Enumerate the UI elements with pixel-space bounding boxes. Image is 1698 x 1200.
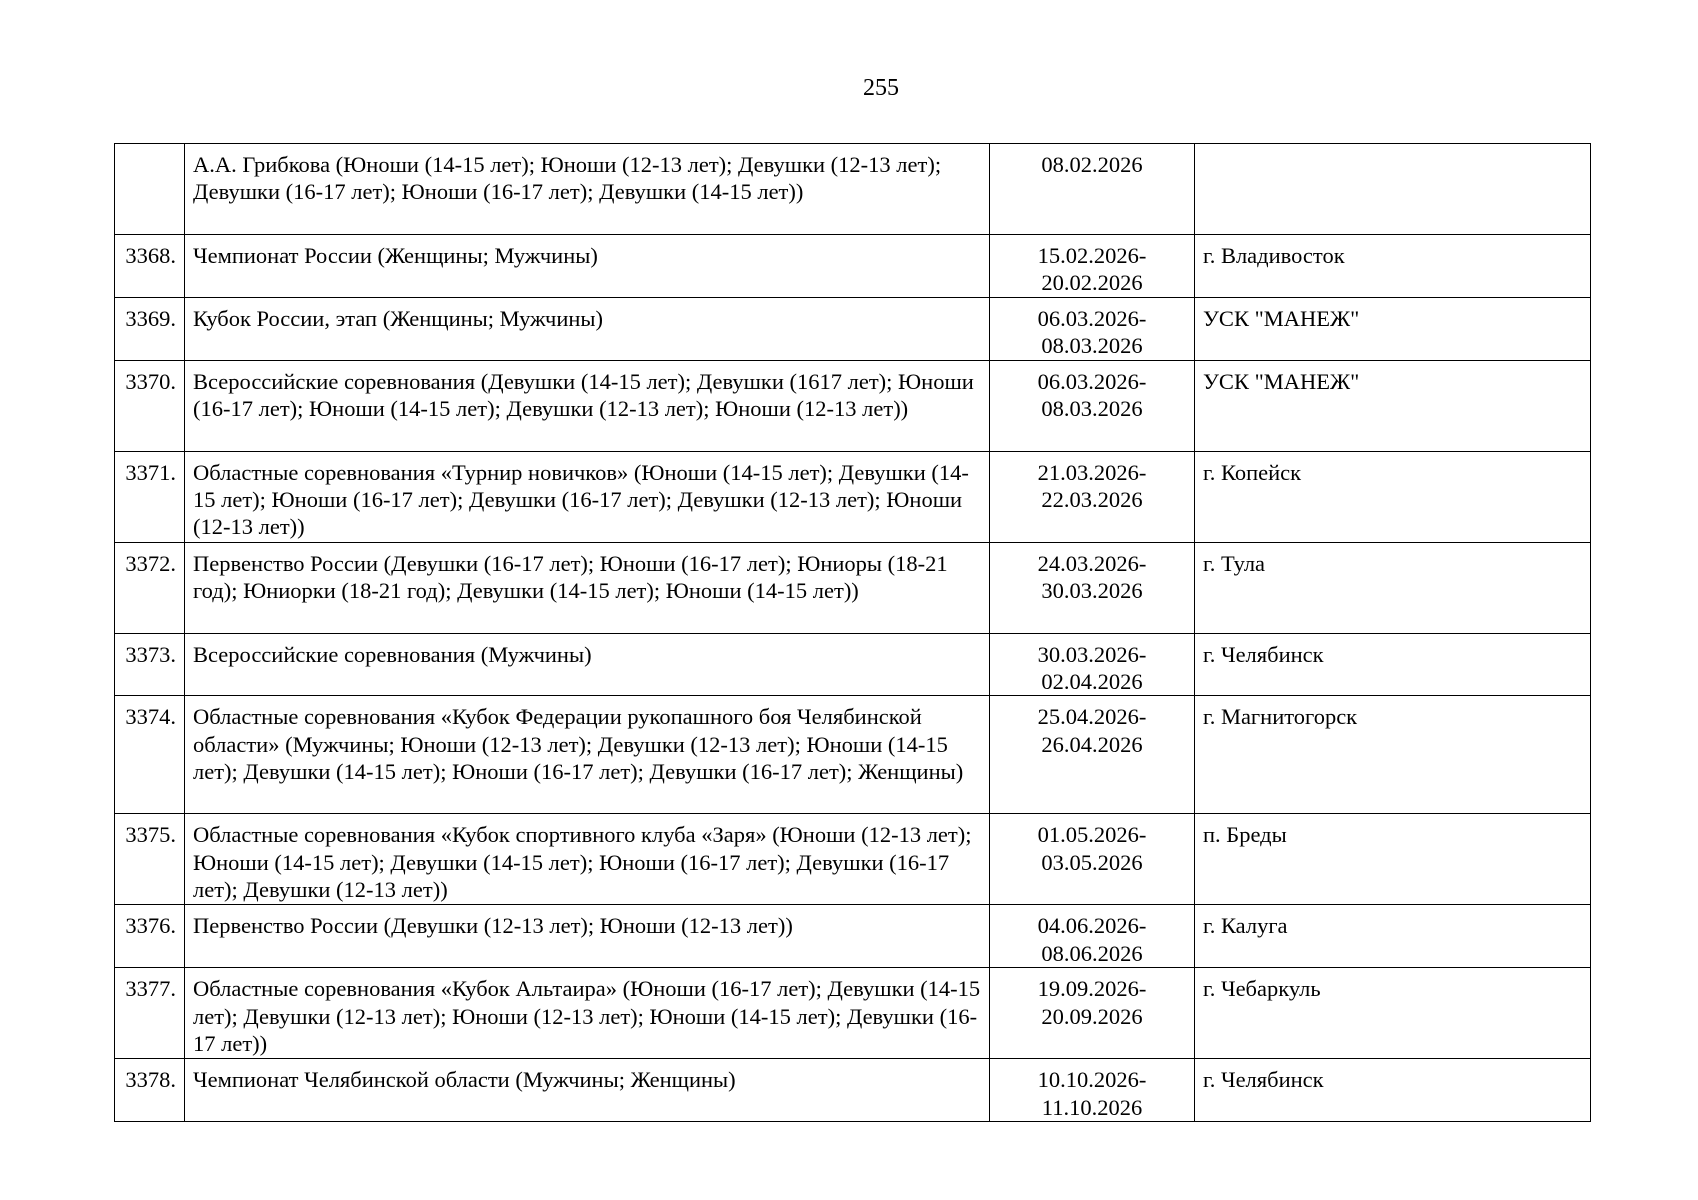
event-location: г. Челябинск <box>1195 1059 1591 1122</box>
event-number <box>115 144 185 235</box>
event-dates: 04.06.2026-08.06.2026 <box>990 905 1195 968</box>
event-location: г. Копейск <box>1195 451 1591 542</box>
event-dates: 30.03.2026-02.04.2026 <box>990 633 1195 696</box>
event-title: Чемпионат России (Женщины; Мужчины) <box>185 235 990 298</box>
events-table <box>114 143 1591 1122</box>
event-title: Областные соревнования «Кубок спортивного клуба «Заря» (Юноши (12-13 лет); Юноши (14-15 лет); Девушки (14-15 лет); Юноши (16-17 лет); Девушки (16-17 лет); Девушки (12-13 лет)) <box>185 814 990 905</box>
event-location: УСК "МАНЕЖ" <box>1195 360 1591 451</box>
event-location: г. Владивосток <box>1195 235 1591 298</box>
event-dates: 25.04.2026-26.04.2026 <box>990 696 1195 814</box>
event-number: 3373. <box>115 633 185 696</box>
event-dates: 24.03.2026-30.03.2026 <box>990 542 1195 633</box>
event-number: 3375. <box>115 814 185 905</box>
event-location <box>1195 144 1591 235</box>
event-number: 3372. <box>115 542 185 633</box>
event-number: 3369. <box>115 297 185 360</box>
table-row <box>115 633 1591 696</box>
event-number: 3370. <box>115 360 185 451</box>
event-title: Областные соревнования «Турнир новичков» (Юноши (14-15 лет); Девушки (14-15 лет); Юноши (16-17 лет); Девушки (16-17 лет); Девушки (12-13 лет); Юноши (12-13 лет)) <box>185 451 990 542</box>
event-number: 3371. <box>115 451 185 542</box>
event-dates: 06.03.2026-08.03.2026 <box>990 297 1195 360</box>
table-row <box>115 696 1591 814</box>
event-dates: 19.09.2026-20.09.2026 <box>990 968 1195 1059</box>
table-row <box>115 905 1591 968</box>
table-row <box>115 144 1591 235</box>
event-number: 3368. <box>115 235 185 298</box>
event-title: Кубок России, этап (Женщины; Мужчины) <box>185 297 990 360</box>
event-dates: 10.10.2026-11.10.2026 <box>990 1059 1195 1122</box>
table-row <box>115 297 1591 360</box>
event-location: г. Магнитогорск <box>1195 696 1591 814</box>
event-dates: 21.03.2026-22.03.2026 <box>990 451 1195 542</box>
table-row <box>115 542 1591 633</box>
event-title: Всероссийские соревнования (Девушки (14-15 лет); Девушки (1617 лет); Юноши (16-17 лет); Юноши (14-15 лет); Девушки (12-13 лет); Юноши (12-13 лет)) <box>185 360 990 451</box>
event-number: 3374. <box>115 696 185 814</box>
table-row <box>115 451 1591 542</box>
event-location: г. Калуга <box>1195 905 1591 968</box>
event-number: 3377. <box>115 968 185 1059</box>
event-location: УСК "МАНЕЖ" <box>1195 297 1591 360</box>
event-title: Чемпионат Челябинской области (Мужчины; Женщины) <box>185 1059 990 1122</box>
event-location: г. Чебаркуль <box>1195 968 1591 1059</box>
table-row <box>115 1059 1591 1122</box>
table-row <box>115 814 1591 905</box>
event-dates: 15.02.2026-20.02.2026 <box>990 235 1195 298</box>
event-dates: 06.03.2026-08.03.2026 <box>990 360 1195 451</box>
event-number: 3376. <box>115 905 185 968</box>
event-title: Всероссийские соревнования (Мужчины) <box>185 633 990 696</box>
table-row <box>115 235 1591 298</box>
event-number: 3378. <box>115 1059 185 1122</box>
event-title: Первенство России (Девушки (16-17 лет); Юноши (16-17 лет); Юниоры (18-21 год); Юниорки (18-21 год); Девушки (14-15 лет); Юноши (14-15 лет)) <box>185 542 990 633</box>
event-title: Первенство России (Девушки (12-13 лет); Юноши (12-13 лет)) <box>185 905 990 968</box>
event-title: А.А. Грибкова (Юноши (14-15 лет); Юноши (12-13 лет); Девушки (12-13 лет); Девушки (16-17 лет); Юноши (16-17 лет); Девушки (14-15 лет)) <box>185 144 990 235</box>
page-number: 255 <box>863 75 899 101</box>
event-location: г. Челябинск <box>1195 633 1591 696</box>
table-row <box>115 968 1591 1059</box>
event-dates: 08.02.2026 <box>990 144 1195 235</box>
table-row <box>115 360 1591 451</box>
event-title: Областные соревнования «Кубок Альтаира» (Юноши (16-17 лет); Девушки (14-15 лет); Девушки (12-13 лет); Юноши (12-13 лет); Юноши (14-15 лет); Девушки (16-17 лет)) <box>185 968 990 1059</box>
event-title: Областные соревнования «Кубок Федерации рукопашного боя Челябинской области» (Мужчины; Юноши (12-13 лет); Девушки (12-13 лет); Юноши (14-15 лет); Девушки (14-15 лет); Юноши (16-17 лет); Девушки (16-17 лет); Женщины) <box>185 696 990 814</box>
event-dates: 01.05.2026-03.05.2026 <box>990 814 1195 905</box>
event-location: г. Тула <box>1195 542 1591 633</box>
event-location: п. Бреды <box>1195 814 1591 905</box>
